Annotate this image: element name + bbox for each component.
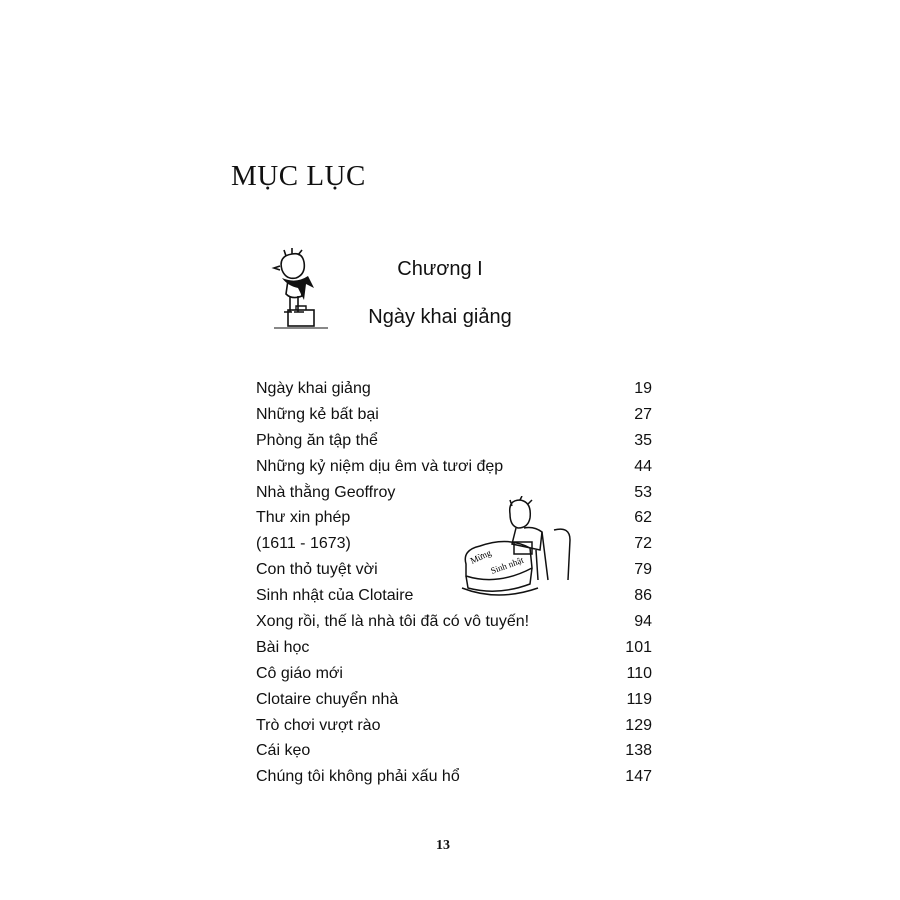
page-number: 13 bbox=[436, 838, 450, 853]
toc-entry[interactable] bbox=[256, 405, 652, 431]
toc-entry-title: Bài học bbox=[256, 638, 310, 656]
toc-entry[interactable] bbox=[256, 431, 652, 457]
toc-entry-page: 53 bbox=[634, 483, 652, 501]
toc-entry-title: Những kỷ niệm dịu êm và tươi đẹp bbox=[256, 457, 504, 475]
toc-entry-title: Sinh nhật của Clotaire bbox=[256, 587, 414, 605]
toc-entry[interactable] bbox=[256, 560, 652, 586]
toc-entry-page: 129 bbox=[625, 716, 652, 734]
toc-entry-title: Những kẻ bất bại bbox=[256, 405, 379, 423]
chapter-name: Ngày khai giảng bbox=[368, 306, 512, 328]
toc-entry[interactable] bbox=[256, 767, 652, 793]
table-of-contents bbox=[256, 379, 652, 793]
toc-entry[interactable] bbox=[256, 741, 652, 767]
boy-with-scarf-illustration bbox=[268, 248, 338, 338]
toc-entry-title: Nhà thằng Geoffroy bbox=[256, 483, 396, 501]
toc-entry-title: Phòng ăn tập thể bbox=[256, 431, 378, 449]
toc-entry-page: 19 bbox=[634, 380, 652, 397]
toc-entry-title: Con thỏ tuyệt vời bbox=[256, 561, 378, 579]
toc-entry-title: Ngày khai giảng bbox=[256, 380, 371, 397]
toc-entry-page: 94 bbox=[634, 613, 652, 631]
chapter-number: Chương I bbox=[397, 258, 483, 280]
cake-text-2: Sinh nhật bbox=[489, 554, 525, 576]
toc-entry-page: 101 bbox=[625, 638, 652, 656]
toc-entry-page: 35 bbox=[634, 431, 652, 449]
toc-entry[interactable] bbox=[256, 638, 652, 664]
toc-entry-title: Cái kẹo bbox=[256, 742, 311, 760]
toc-entry-page: 72 bbox=[634, 535, 652, 553]
toc-entry-title: Trò chơi vượt rào bbox=[256, 716, 381, 734]
toc-entry-page: 119 bbox=[626, 690, 652, 708]
toc-entry[interactable] bbox=[256, 508, 652, 534]
birthday-cake-illustration bbox=[458, 496, 578, 606]
cake-text-1: Mừng bbox=[468, 547, 493, 566]
toc-entry-page: 27 bbox=[634, 405, 652, 423]
toc-entry-page: 79 bbox=[634, 561, 652, 579]
toc-entry[interactable] bbox=[256, 379, 652, 405]
toc-entry[interactable] bbox=[256, 690, 652, 716]
toc-entry-title: Xong rồi, thế là nhà tôi đã có vô tuyến! bbox=[256, 613, 530, 631]
toc-entry[interactable] bbox=[256, 586, 652, 612]
toc-entry-page: 44 bbox=[634, 457, 652, 475]
toc-entry[interactable] bbox=[256, 483, 652, 509]
toc-entry[interactable] bbox=[256, 457, 652, 483]
toc-entry-title: Clotaire chuyển nhà bbox=[256, 690, 399, 708]
toc-entry[interactable] bbox=[256, 664, 652, 690]
toc-entry-page: 62 bbox=[634, 509, 652, 527]
page-title: MỤC LỤC bbox=[231, 160, 366, 192]
toc-entry-title: Chúng tôi không phải xấu hổ bbox=[256, 768, 460, 786]
toc-entry-title: Cô giáo mới bbox=[256, 664, 343, 682]
toc-entry-page: 110 bbox=[626, 664, 652, 682]
toc-entry-title: (1611 - 1673) bbox=[256, 535, 351, 553]
toc-entry-page: 86 bbox=[634, 587, 652, 605]
toc-entry[interactable] bbox=[256, 612, 652, 638]
toc-entry-title: Thư xin phép bbox=[256, 509, 351, 527]
toc-entry-page: 138 bbox=[625, 742, 652, 760]
toc-entry-page: 147 bbox=[625, 768, 652, 786]
toc-entry[interactable] bbox=[256, 716, 652, 742]
toc-entry[interactable] bbox=[256, 534, 652, 560]
